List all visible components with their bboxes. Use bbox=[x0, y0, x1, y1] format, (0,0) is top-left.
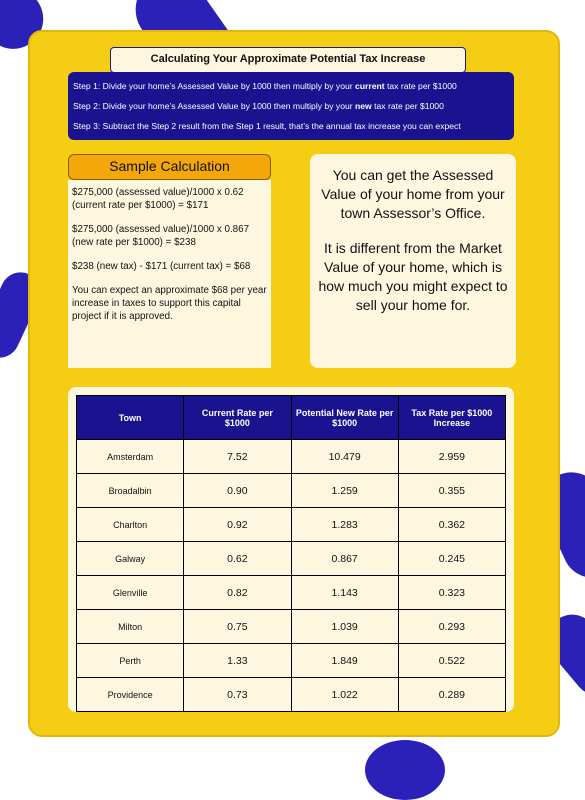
sample-line-current: $275,000 (assessed value)/1000 x 0.62 (current rate per $1000) = $171 bbox=[72, 187, 244, 211]
cell-current-rate: 0.92 bbox=[184, 508, 291, 542]
cell-new-rate: 10.479 bbox=[291, 440, 398, 474]
cell-increase: 0.355 bbox=[398, 474, 505, 508]
cell-new-rate: 1.259 bbox=[291, 474, 398, 508]
table-row bbox=[77, 440, 506, 474]
tax-rate-table-panel bbox=[68, 387, 514, 712]
table-row bbox=[77, 576, 506, 610]
table-row bbox=[77, 644, 506, 678]
table-row bbox=[77, 474, 506, 508]
cell-increase: 0.522 bbox=[398, 644, 505, 678]
table-row bbox=[77, 678, 506, 712]
tax-info-card bbox=[28, 30, 560, 737]
sample-calculation-heading: Sample Calculation bbox=[68, 154, 271, 180]
cell-town: Galway bbox=[77, 542, 184, 576]
header-town: Town bbox=[77, 396, 184, 440]
cell-increase: 0.323 bbox=[398, 576, 505, 610]
table-row bbox=[77, 542, 506, 576]
cell-increase: 0.362 bbox=[398, 508, 505, 542]
cell-current-rate: 7.52 bbox=[184, 440, 291, 474]
cell-current-rate: 0.62 bbox=[184, 542, 291, 576]
cell-town: Milton bbox=[77, 610, 184, 644]
sample-line-new: $275,000 (assessed value)/1000 x 0.867 (new rate per $1000) = $238 bbox=[72, 224, 250, 248]
cell-current-rate: 0.82 bbox=[184, 576, 291, 610]
cell-increase: 2.959 bbox=[398, 440, 505, 474]
cell-new-rate: 1.039 bbox=[291, 610, 398, 644]
cell-town: Glenville bbox=[77, 576, 184, 610]
cell-new-rate: 1.022 bbox=[291, 678, 398, 712]
cell-current-rate: 1.33 bbox=[184, 644, 291, 678]
sample-line-summary: You can expect an approximate $68 per year increase in taxes to support this capital project if it is approved. bbox=[72, 285, 267, 322]
cell-town: Providence bbox=[77, 678, 184, 712]
cell-increase: 0.293 bbox=[398, 610, 505, 644]
sample-line-difference: $238 (new tax) - $171 (current tax) = $68 bbox=[72, 261, 251, 272]
cell-new-rate: 0.867 bbox=[291, 542, 398, 576]
cell-new-rate: 1.283 bbox=[291, 508, 398, 542]
cell-town: Amsterdam bbox=[77, 440, 184, 474]
cell-new-rate: 1.849 bbox=[291, 644, 398, 678]
step-1: Step 1: Divide your home’s Assessed Value by 1000 then multiply by your current tax rate per $1000 bbox=[73, 81, 457, 91]
cell-town: Perth bbox=[77, 644, 184, 678]
cell-town: Charlton bbox=[77, 508, 184, 542]
cell-increase: 0.245 bbox=[398, 542, 505, 576]
assessed-value-info bbox=[310, 154, 516, 368]
sample-calculation-body bbox=[68, 180, 271, 368]
page-title: Calculating Your Approximate Potential Tax Increase bbox=[110, 47, 466, 73]
cell-current-rate: 0.75 bbox=[184, 610, 291, 644]
table-header-row bbox=[77, 396, 506, 440]
info-paragraph-1: You can get the Assessed Value of your home from your town Assessor’s Office. bbox=[321, 167, 505, 221]
header-new-rate: Potential New Rate per $1000 bbox=[291, 396, 398, 440]
tax-rate-table bbox=[76, 395, 506, 712]
cell-town: Broadalbin bbox=[77, 474, 184, 508]
cell-new-rate: 1.143 bbox=[291, 576, 398, 610]
table-row bbox=[77, 610, 506, 644]
header-current-rate: Current Rate per $1000 bbox=[184, 396, 291, 440]
step-2: Step 2: Divide your home’s Assessed Value by 1000 then multiply by your new tax rate per $1000 bbox=[73, 101, 444, 111]
step-3: Step 3: Subtract the Step 2 result from the Step 1 result, that’s the annual tax increase you can expect bbox=[73, 121, 461, 131]
header-increase: Tax Rate per $1000 Increase bbox=[398, 396, 505, 440]
cell-increase: 0.289 bbox=[398, 678, 505, 712]
cell-current-rate: 0.90 bbox=[184, 474, 291, 508]
info-paragraph-2: It is different from the Market Value of your home, which is how much you might expect to sell your home for. bbox=[318, 240, 508, 313]
table-row bbox=[77, 508, 506, 542]
steps-panel bbox=[68, 72, 514, 140]
cell-current-rate: 0.73 bbox=[184, 678, 291, 712]
decorative-swoosh-bottom bbox=[365, 740, 445, 800]
